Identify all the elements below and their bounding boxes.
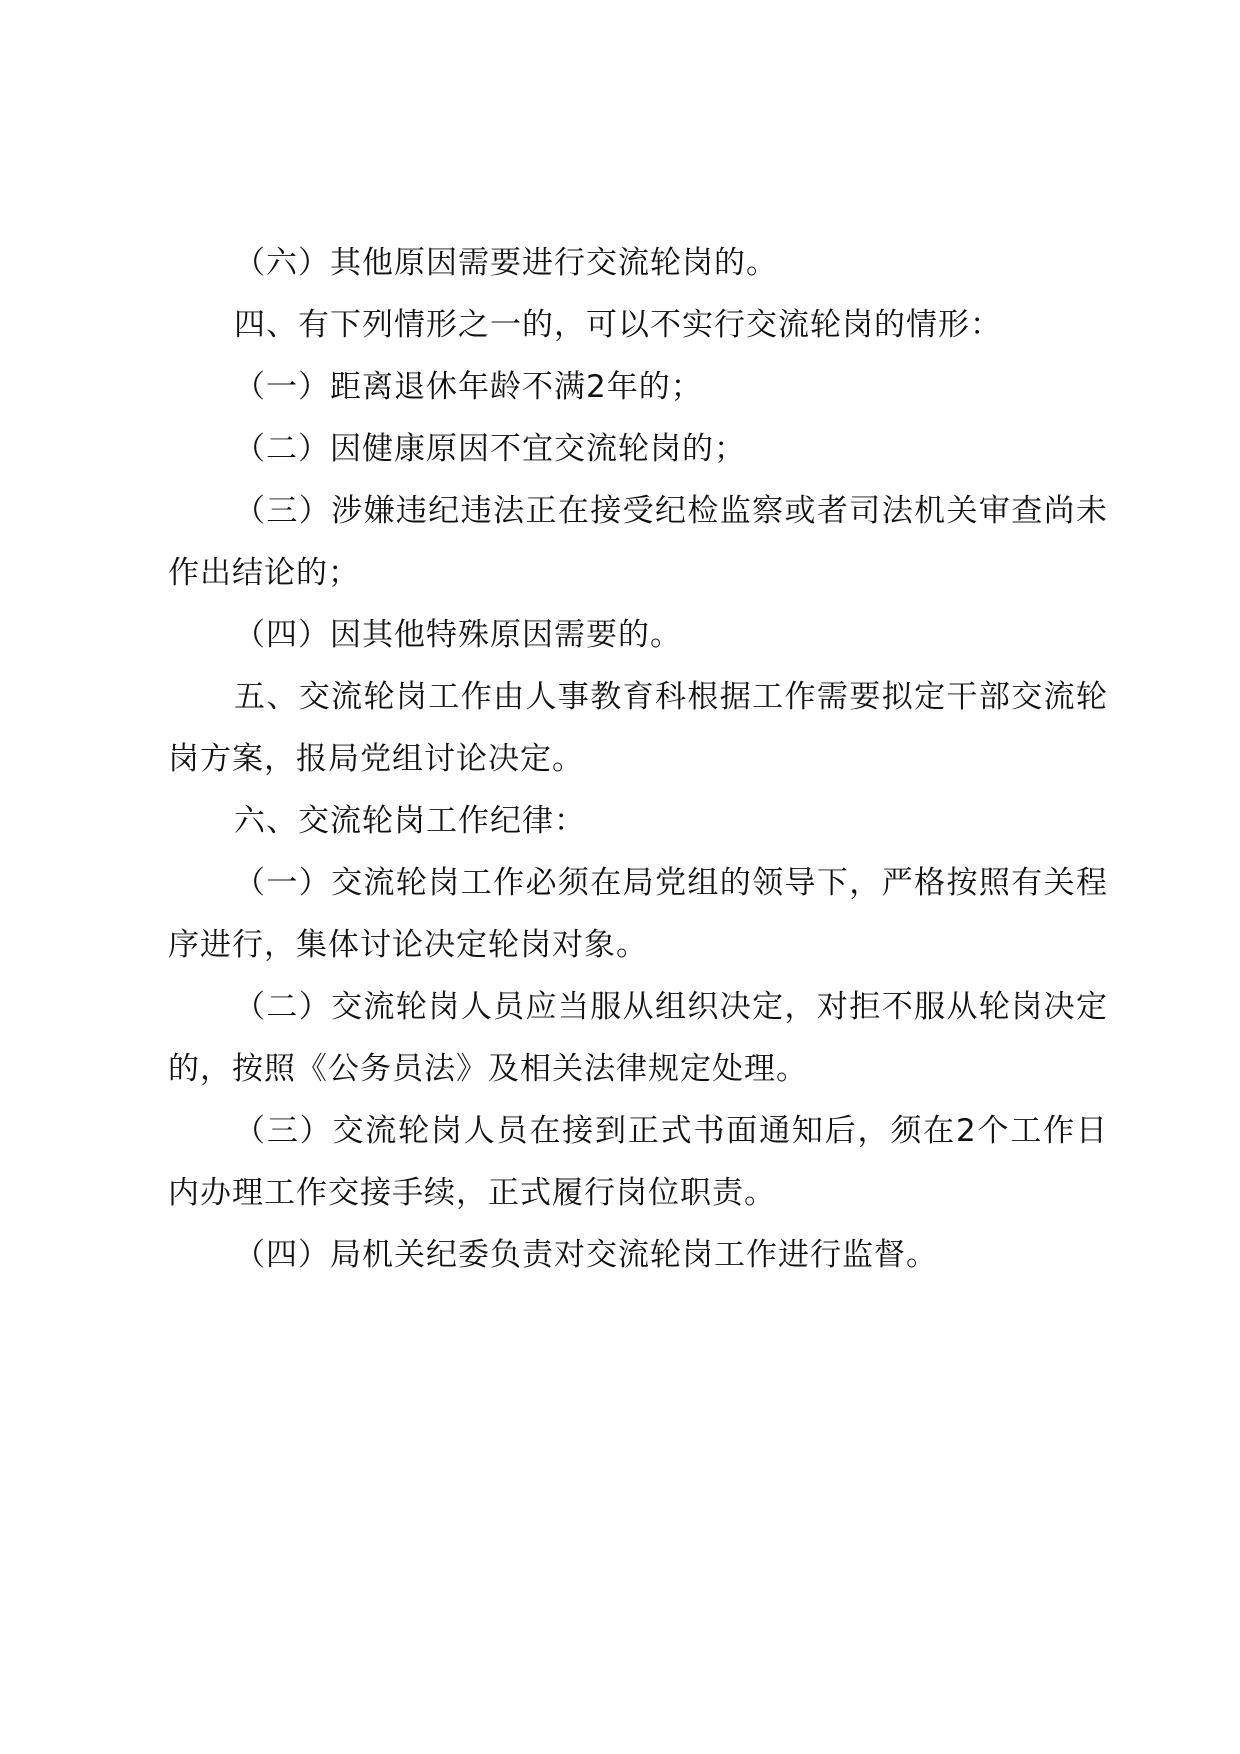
discipline-item-4: （四）局机关纪委负责对交流轮岗工作进行监督。 bbox=[234, 1237, 938, 1273]
paragraph-item-1-retirement: （一）距离退休年龄不满2年的； bbox=[234, 369, 703, 405]
paragraph-item-3-investigation: （三）涉嫌违纪违法正在接受纪检监察或者司法机关审查尚未作出结论的； bbox=[168, 493, 1108, 591]
discipline-item-3: （三）交流轮岗人员在接到正式书面通知后，须在2个工作日内办理工作交接手续，正式履行岗位职责。 bbox=[168, 1113, 1108, 1211]
discipline-item-1: （一）交流轮岗工作必须在局党组的领导下，严格按照有关程序进行，集体讨论决定轮岗对象。 bbox=[168, 865, 1108, 963]
paragraph-item-4-special-reasons: （四）因其他特殊原因需要的。 bbox=[234, 617, 682, 653]
paragraph-item-2-health: （二）因健康原因不宜交流轮岗的； bbox=[234, 431, 746, 467]
discipline-item-2: （二）交流轮岗人员应当服从组织决定，对拒不服从轮岗决定的，按照《公务员法》及相关法律规定处理。 bbox=[168, 989, 1108, 1087]
document-body bbox=[168, 232, 1108, 1286]
section-six-heading: 六、交流轮岗工作纪律： bbox=[234, 803, 586, 839]
section-four-heading: 四、有下列情形之一的，可以不实行交流轮岗的情形： bbox=[234, 307, 1002, 343]
paragraph-item-6-other-reasons: （六）其他原因需要进行交流轮岗的。 bbox=[234, 245, 778, 281]
section-five-paragraph: 五、交流轮岗工作由人事教育科根据工作需要拟定干部交流轮岗方案，报局党组讨论决定。 bbox=[168, 679, 1108, 777]
